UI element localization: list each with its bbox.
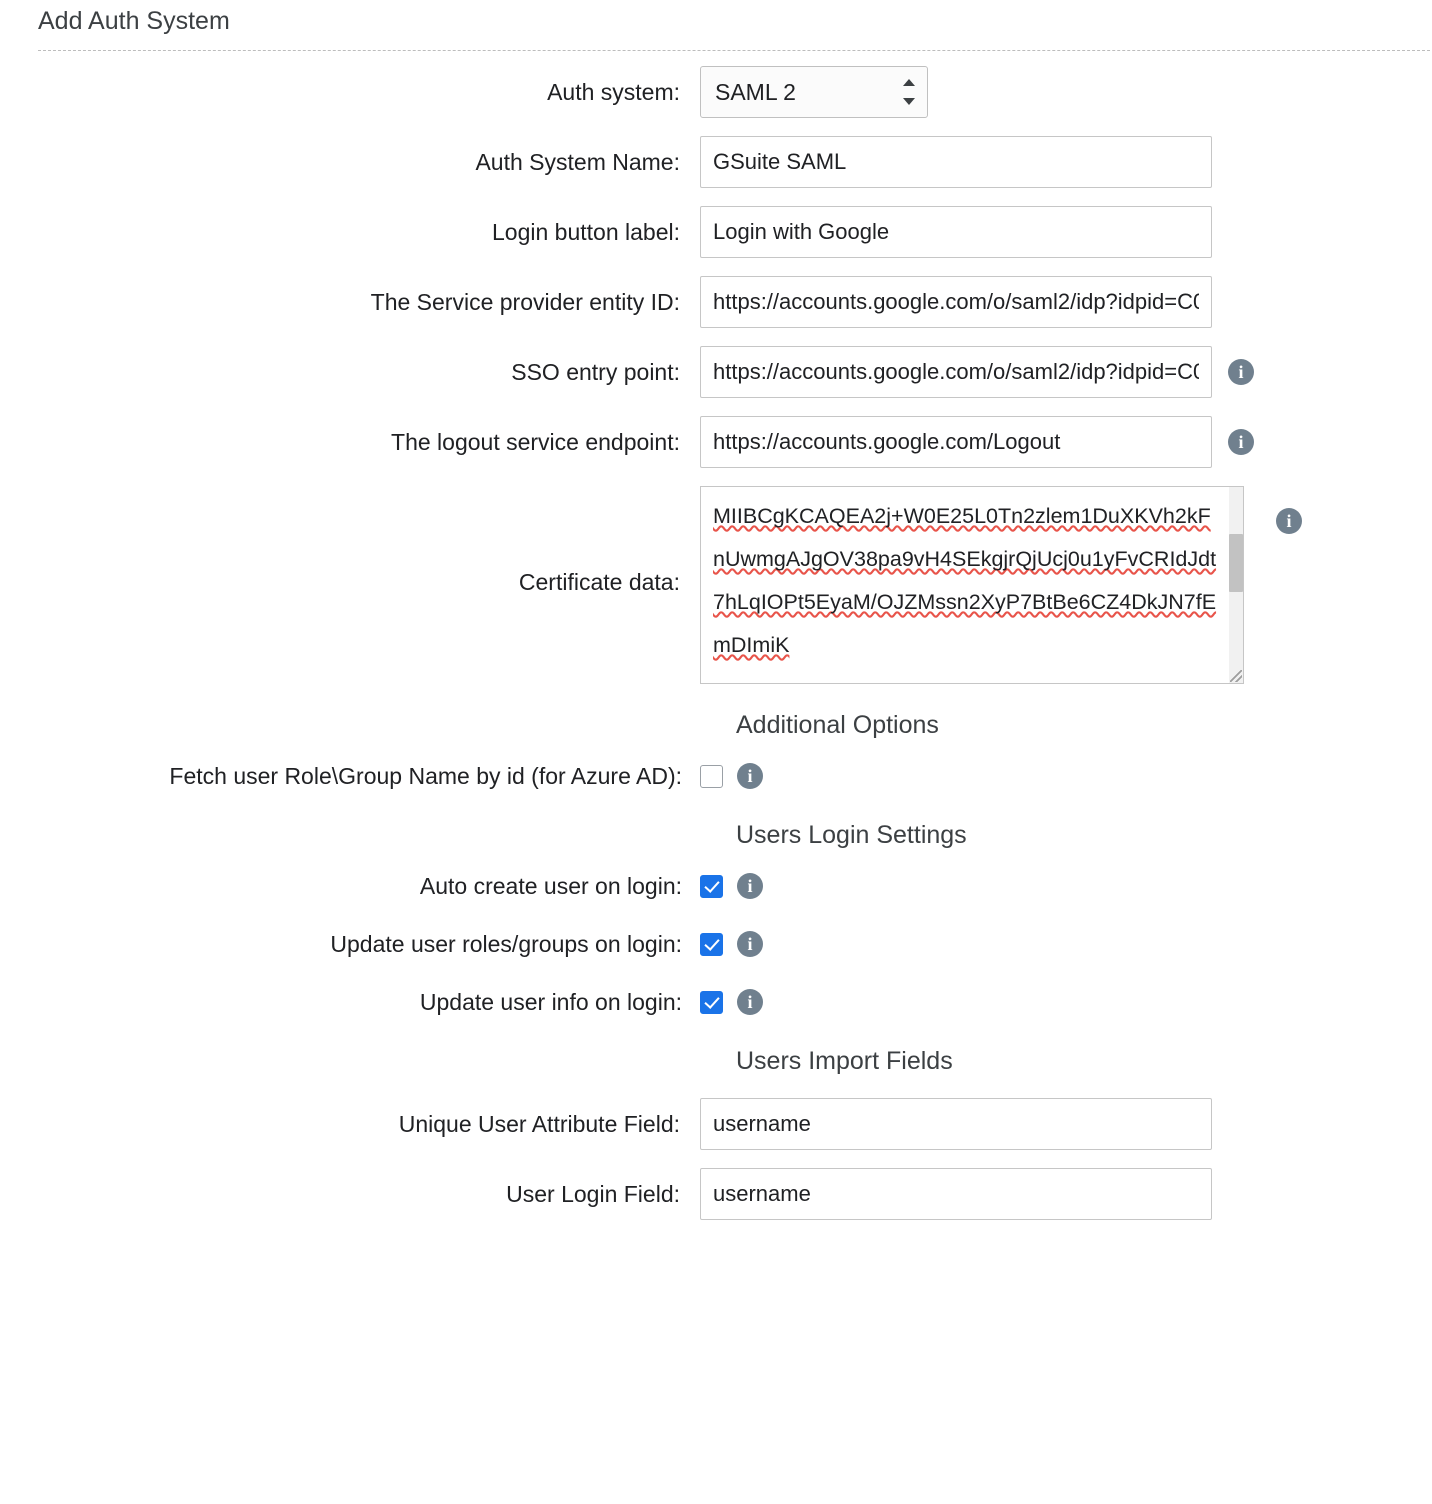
field-sp-entity-id (700, 276, 1212, 328)
login-button-label-input[interactable] (700, 206, 1212, 258)
info-icon[interactable]: i (1228, 429, 1254, 455)
label-fetch-role-by-id: Fetch user Role\Group Name by id (for Azure AD): (169, 763, 682, 789)
user-login-field-input[interactable] (700, 1168, 1212, 1220)
users-import-fields-heading: Users Import Fields (736, 1047, 953, 1075)
auth-system-select-wrap (700, 66, 928, 118)
label-login-button-label: Login button label: (492, 219, 680, 245)
unique-user-attribute-field-input[interactable] (700, 1098, 1212, 1150)
label-sp-entity-id: The Service provider entity ID: (370, 289, 680, 315)
label-auth-system: Auth system: (547, 79, 680, 105)
label-auth-system-name: Auth System Name: (475, 149, 680, 175)
update-user-info-checkbox[interactable] (700, 991, 723, 1014)
row-auth-system (0, 66, 1432, 118)
row-update-user-info (0, 988, 1432, 1016)
row-sso-entry-point (0, 346, 1432, 398)
field-user-login-field (700, 1168, 1212, 1220)
label-update-user-roles: Update user roles/groups on login: (330, 931, 682, 957)
field-auth-system (700, 66, 928, 118)
update-user-roles-checkbox[interactable] (700, 933, 723, 956)
row-auto-create-user (0, 872, 1432, 900)
field-certificate-data (700, 486, 1292, 684)
field-update-user-roles (700, 931, 763, 957)
textarea-scrollbar-thumb[interactable] (1229, 534, 1243, 592)
field-auth-system-name (700, 136, 1212, 188)
label-sso-entry-point: SSO entry point: (511, 359, 680, 385)
field-logout-service-endpoint (700, 416, 1254, 468)
row-auth-system-name (0, 136, 1432, 188)
sp-entity-id-input[interactable] (700, 276, 1212, 328)
page-title: Add Auth System (38, 6, 242, 36)
field-update-user-info (700, 989, 763, 1015)
certificate-data-wrap (700, 486, 1292, 684)
row-sp-entity-id (0, 276, 1432, 328)
info-icon[interactable]: i (737, 931, 763, 957)
additional-options-heading: Additional Options (736, 711, 939, 739)
info-icon[interactable]: i (1276, 508, 1302, 534)
label-unique-user-attribute-field: Unique User Attribute Field: (398, 1111, 680, 1137)
label-update-user-info: Update user info on login: (419, 989, 682, 1015)
field-auto-create-user (700, 873, 763, 899)
label-certificate-data: Certificate data: (518, 569, 680, 595)
auth-system-name-input[interactable] (700, 136, 1212, 188)
textarea-resize-handle[interactable] (1230, 670, 1242, 682)
sso-entry-point-input[interactable] (700, 346, 1212, 398)
certificate-data-textarea[interactable] (700, 486, 1244, 684)
info-icon[interactable]: i (737, 763, 763, 789)
info-icon[interactable]: i (737, 873, 763, 899)
section-legend (0, 6, 1432, 36)
row-user-login-field (0, 1168, 1432, 1220)
field-login-button-label (700, 206, 1212, 258)
users-login-settings-heading: Users Login Settings (736, 821, 967, 849)
row-logout-service-endpoint (0, 416, 1432, 468)
auth-system-select[interactable] (700, 66, 928, 118)
row-update-user-roles (0, 930, 1432, 958)
label-auto-create-user: Auto create user on login: (419, 873, 682, 899)
field-unique-user-attribute-field (700, 1098, 1212, 1150)
field-sso-entry-point (700, 346, 1254, 398)
auth-system-form (0, 66, 1432, 1220)
label-logout-service-endpoint: The logout service endpoint: (391, 429, 680, 455)
legend-divider (38, 50, 1430, 51)
field-fetch-role-by-id (700, 763, 763, 789)
info-icon[interactable]: i (737, 989, 763, 1015)
row-certificate-data (0, 486, 1432, 684)
auto-create-user-checkbox[interactable] (700, 875, 723, 898)
logout-service-endpoint-input[interactable] (700, 416, 1212, 468)
info-icon[interactable]: i (1228, 359, 1254, 385)
label-user-login-field: User Login Field: (506, 1181, 680, 1207)
row-login-button-label (0, 206, 1432, 258)
row-unique-user-attribute-field (0, 1098, 1432, 1150)
add-auth-system-page (0, 6, 1432, 1504)
fetch-role-by-id-checkbox[interactable] (700, 765, 723, 788)
row-fetch-role-by-id (0, 762, 1432, 790)
